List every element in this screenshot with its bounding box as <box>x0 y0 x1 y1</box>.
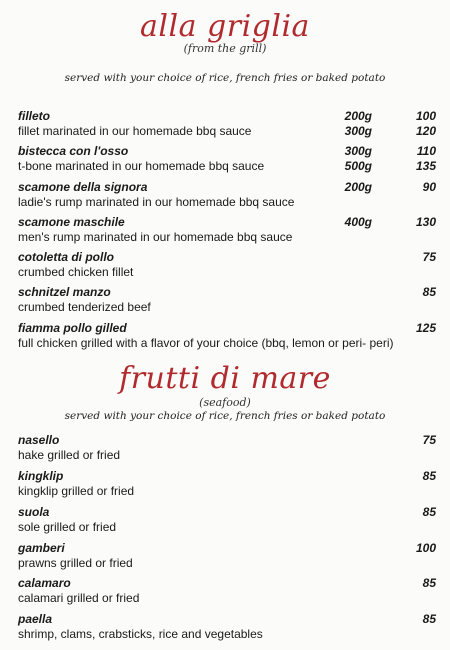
item-price: 85 <box>422 285 436 299</box>
item-weight: 200g <box>344 109 372 123</box>
item-description: t-bone marinated in our homemade bbq sauce <box>18 159 265 173</box>
section-note-seafood: served with your choice of rice, french fries or baked potato <box>64 410 386 422</box>
item-weight: 400g <box>344 215 372 229</box>
item-description: crumbed chicken fillet <box>18 265 134 279</box>
menu-item <box>18 144 436 174</box>
menu-item <box>18 321 436 351</box>
item-weight: 300g <box>344 144 372 158</box>
item-name: filleto <box>18 109 50 123</box>
item-price: 100 <box>415 541 436 555</box>
item-price: 75 <box>422 250 436 264</box>
item-name: gamberi <box>18 541 65 555</box>
section-note-grill: served with your choice of rice, french fries or baked potato <box>64 72 386 84</box>
item-weight: 500g <box>344 159 372 173</box>
item-name: fiamma pollo gilled <box>18 321 127 335</box>
menu-item <box>18 505 436 535</box>
menu-item <box>18 576 436 606</box>
item-weight: 300g <box>344 124 372 138</box>
item-price: 135 <box>415 159 436 173</box>
item-price: 85 <box>422 469 436 483</box>
menu-item <box>18 215 436 245</box>
menu-item <box>18 541 436 571</box>
item-description: men's rump marinated in our homemade bbq sauce <box>18 230 293 244</box>
section-title-seafood: frutti di mare <box>119 361 331 396</box>
item-name: scamone maschile <box>18 215 125 229</box>
item-description: sole grilled or fried <box>18 520 117 534</box>
item-price: 75 <box>422 433 436 447</box>
item-name: cotoletta di pollo <box>18 250 114 264</box>
item-price: 110 <box>416 144 436 158</box>
item-name: calamaro <box>18 576 71 590</box>
item-price: 85 <box>422 505 436 519</box>
item-price: 90 <box>422 180 436 194</box>
item-name: scamone della signora <box>18 180 148 194</box>
item-name: nasello <box>18 433 60 447</box>
item-name: suola <box>18 505 50 519</box>
item-price: 125 <box>415 321 436 335</box>
item-description: calamari grilled or fried <box>18 591 140 605</box>
item-price: 130 <box>415 215 436 229</box>
menu-item <box>18 612 436 642</box>
menu-item <box>18 109 436 139</box>
menu-item <box>18 433 436 463</box>
menu-item <box>18 180 436 210</box>
item-name: schnitzel manzo <box>18 285 111 299</box>
section-subtitle-seafood: (seafood) <box>199 396 251 409</box>
item-description: prawns grilled or fried <box>18 556 133 570</box>
section-title-grill: alla griglia <box>140 9 310 44</box>
item-description: fillet marinated in our homemade bbq sauce <box>18 124 252 138</box>
item-name: paella <box>18 612 53 626</box>
item-name: kingklip <box>18 469 64 483</box>
item-price: 100 <box>415 109 436 123</box>
item-price: 120 <box>415 124 436 138</box>
item-price: 85 <box>422 576 436 590</box>
menu-item <box>18 469 436 499</box>
item-description: kingklip grilled or fried <box>18 484 135 498</box>
item-description: crumbed tenderized beef <box>18 300 151 314</box>
section-subtitle-grill: (from the grill) <box>183 42 267 55</box>
item-name: bistecca con l'osso <box>18 144 129 158</box>
menu-item <box>18 250 436 280</box>
menu-item <box>18 285 436 315</box>
item-description: shrimp, clams, crabsticks, rice and vegetables <box>18 627 263 641</box>
item-weight: 200g <box>344 180 372 194</box>
item-description: full chicken grilled with a flavor of your choice (bbq, lemon or peri- peri) <box>18 336 394 350</box>
item-price: 85 <box>422 612 436 626</box>
item-description: ladie's rump marinated in our homemade bbq sauce <box>18 195 295 209</box>
item-description: hake grilled or fried <box>18 448 121 462</box>
